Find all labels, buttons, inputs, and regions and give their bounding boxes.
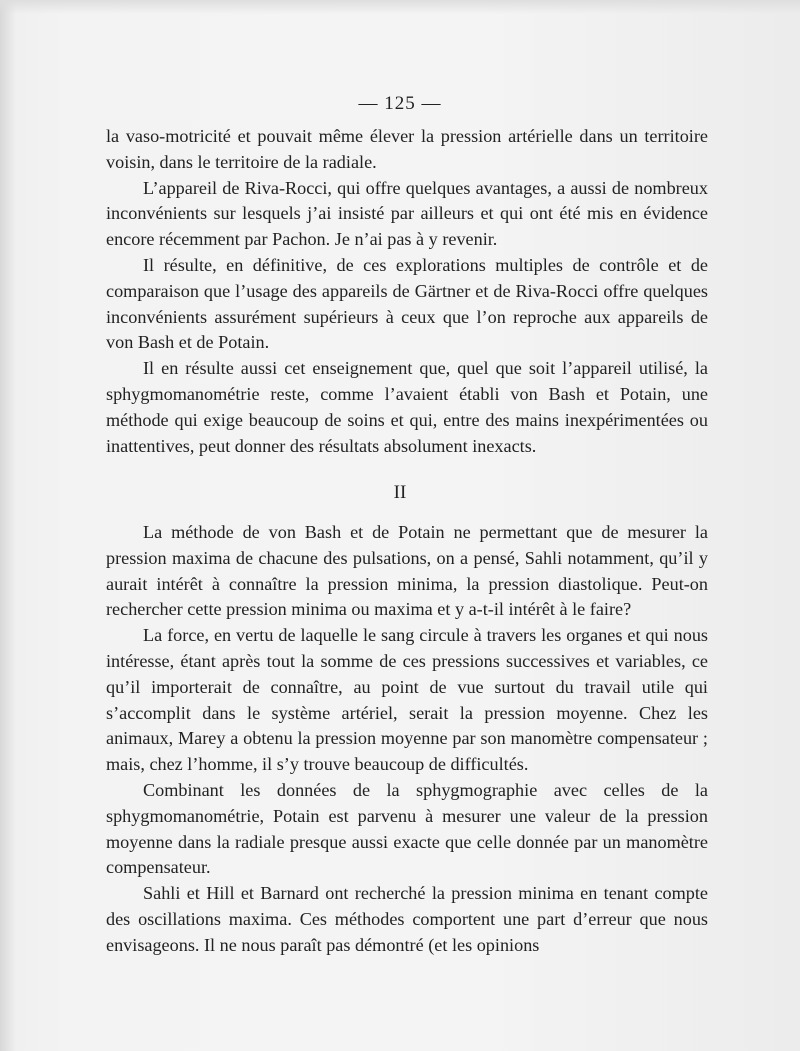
scan-shadow-top [0, 0, 800, 14]
paragraph-4: Il en résulte aussi cet enseignement que, quel que soit l’appareil utilisé, la sphygmomanométrie reste, comme l’avaient établi von Bash et Potain, une méthode qui exige beaucoup de soins et qui, entre des mains inexpérimentées ou inattentives, peut donner des résultats absolument inexacts. [106, 358, 708, 456]
section-heading: II [393, 482, 407, 503]
paragraph-5: La méthode de von Bash et de Potain ne permettant que de mesurer la pression maxima de chacune des pulsations, on a pensé, Sahli notamment, qu’il y aurait intérêt à connaître la pression minima, la pression diastolique. Peut-on rechercher cette pression minima ou maxima et y a-t-il intérêt à le faire? [106, 522, 708, 620]
scan-shadow-left [0, 0, 16, 1051]
paragraph-2: L’appareil de Riva-Rocci, qui offre quelques avantages, a aussi de nombreux inconvénients sur lesquels j’ai insisté par ailleurs et qui ont été mis en évidence encore récemment par Pachon. Je n’ai pas à y revenir. [106, 177, 708, 250]
paragraph-8: Sahli et Hill et Barnard ont recherché la pression minima en tenant compte des oscillations maxima. Ces méthodes comportent une part d’erreur que nous envisageons. Il ne nous paraît pas démontré (et les opinions [106, 883, 708, 955]
body-text-top [106, 124, 708, 459]
paragraph-7: Combinant les données de la sphygmographie avec celles de la sphygmomanométrie, Potain est parvenu à mesurer une valeur de la pression moyenne dans la radiale presque aussi exacte que celle donnée par un manomètre compensateur. [106, 779, 708, 878]
body-text-bottom [106, 520, 708, 959]
page-number: — 125 — [358, 93, 442, 114]
paragraph-1: la vaso-motricité et pouvait même élever la pression artérielle dans un territoire voisin, dans le territoire de la radiale. [106, 126, 708, 172]
paragraph-3: Il résulte, en définitive, de ces explorations multiples de contrôle et de comparaison que l’usage des appareils de Gärtner et de Riva-Rocci offre quelques inconvénients assurément supérieurs à ceux que l’on reproche aux appareils de von Bash et de Potain. [106, 254, 708, 353]
paragraph-6: La force, en vertu de laquelle le sang circule à travers les organes et qui nous intéresse, étant après tout la somme de ces pressions successives et variables, ce qu’il importerait de connaître, au point de vue surtout du travail utile qui s’accomplit dans le système artériel, serait la pression moyenne. Chez les animaux, Marey a obtenu la pression moyenne par son manomètre compensateur ; mais, chez l’homme, il s’y trouve beaucoup de difficultés. [106, 625, 708, 775]
